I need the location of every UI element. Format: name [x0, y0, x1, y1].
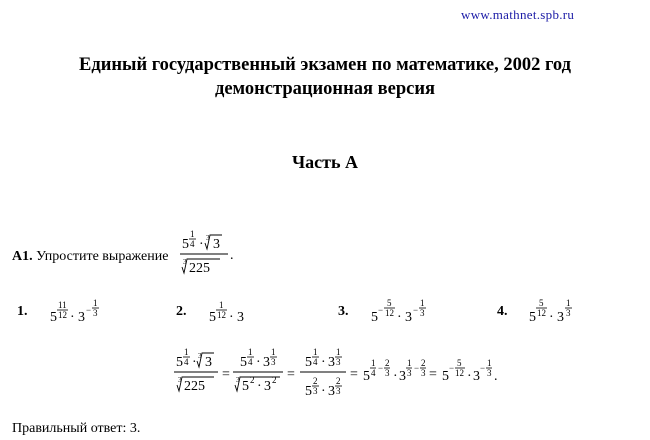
svg-text:·: · — [321, 384, 326, 399]
svg-text:4: 4 — [371, 368, 376, 378]
svg-text:5: 5 — [50, 310, 57, 325]
svg-text:−: − — [414, 363, 420, 373]
svg-text:11: 11 — [58, 300, 67, 310]
svg-text:3: 3 — [271, 357, 276, 367]
svg-text:2: 2 — [421, 358, 426, 368]
svg-text:3: 3 — [178, 376, 182, 384]
option-2-label[interactable]: 2. — [176, 304, 187, 319]
svg-text:3: 3 — [263, 355, 270, 370]
svg-text:−: − — [86, 305, 92, 315]
svg-text:3: 3 — [557, 310, 564, 325]
question-number: A1. — [12, 249, 33, 264]
part-title: Часть A — [291, 152, 359, 172]
solution-expression — [170, 342, 490, 414]
svg-text:1: 1 — [371, 358, 376, 368]
svg-text:2: 2 — [336, 376, 341, 386]
svg-text:3: 3 — [93, 308, 98, 318]
svg-text:−: − — [378, 363, 384, 373]
svg-text:3: 3 — [206, 234, 210, 242]
svg-text:3: 3 — [421, 368, 426, 378]
svg-text:·: · — [192, 355, 197, 370]
svg-text:1: 1 — [248, 347, 253, 357]
svg-text:1: 1 — [219, 300, 224, 310]
option-1-expression[interactable] — [48, 296, 108, 328]
svg-text:5: 5 — [176, 355, 183, 370]
svg-text:·: · — [256, 355, 261, 370]
svg-text:3: 3 — [336, 357, 341, 367]
solution-fraction-3 — [300, 347, 346, 399]
svg-text:2: 2 — [250, 375, 255, 385]
svg-text:5: 5 — [182, 237, 189, 252]
svg-text:=: = — [222, 367, 230, 382]
svg-text:3: 3 — [385, 368, 390, 378]
option-4-expression[interactable] — [527, 296, 577, 328]
option-3-expression[interactable] — [369, 296, 435, 328]
svg-text:=: = — [429, 367, 437, 382]
svg-text:·: · — [321, 355, 326, 370]
svg-text:225: 225 — [189, 261, 210, 276]
svg-text:5: 5 — [363, 369, 370, 384]
svg-text:=: = — [350, 367, 358, 382]
question-text: Упростите выражение — [36, 249, 169, 264]
question-expression — [176, 226, 246, 278]
svg-text:2: 2 — [385, 358, 390, 368]
svg-text:·: · — [549, 310, 554, 325]
svg-text:·: · — [257, 379, 262, 394]
exam-title: Единый государственный экзамен по математике, 2002 год — [79, 55, 571, 75]
svg-text:5: 5 — [305, 384, 312, 399]
correct-answer: Правильный ответ: 3. — [12, 421, 141, 436]
site-url[interactable]: www.mathnet.spb.ru — [461, 7, 575, 22]
svg-text:4: 4 — [248, 357, 253, 367]
svg-text:5: 5 — [305, 355, 312, 370]
svg-text:2: 2 — [272, 375, 277, 385]
svg-text:12: 12 — [217, 310, 226, 320]
svg-text:·: · — [467, 369, 472, 384]
svg-text:·: · — [393, 369, 398, 384]
svg-text:3: 3 — [205, 355, 212, 370]
solution-result-tail — [486, 342, 504, 414]
svg-text:5: 5 — [209, 310, 216, 325]
svg-text:3: 3 — [198, 352, 202, 360]
svg-text:5: 5 — [529, 310, 536, 325]
svg-text:5: 5 — [240, 355, 247, 370]
svg-text:5: 5 — [387, 298, 392, 308]
svg-text:1: 1 — [190, 229, 195, 239]
svg-text:.: . — [230, 248, 234, 263]
svg-text:.: . — [494, 369, 498, 384]
svg-text:5: 5 — [457, 358, 462, 368]
svg-text:−: − — [449, 363, 455, 373]
svg-text:1: 1 — [487, 358, 492, 368]
svg-text:3: 3 — [407, 368, 412, 378]
svg-text:−: − — [413, 305, 419, 315]
svg-text:3: 3 — [473, 369, 480, 384]
svg-text:=: = — [287, 367, 295, 382]
svg-text:1: 1 — [184, 347, 189, 357]
svg-text:·: · — [229, 310, 234, 325]
exam-subtitle: демонстрационная версия — [214, 79, 436, 99]
svg-text:3: 3 — [420, 308, 425, 318]
svg-text:5: 5 — [442, 369, 449, 384]
option-3-label[interactable]: 3. — [338, 304, 349, 319]
svg-text:12: 12 — [455, 368, 464, 378]
svg-text:1: 1 — [313, 347, 318, 357]
svg-text:1: 1 — [271, 347, 276, 357]
svg-text:3: 3 — [328, 384, 335, 399]
solution-result — [442, 358, 485, 384]
svg-text:·: · — [199, 237, 204, 252]
svg-text:3: 3 — [313, 386, 318, 396]
svg-text:5: 5 — [371, 310, 378, 325]
svg-text:3: 3 — [566, 308, 571, 318]
svg-text:1: 1 — [566, 298, 571, 308]
svg-text:3: 3 — [336, 386, 341, 396]
svg-text:4: 4 — [184, 357, 189, 367]
svg-text:1: 1 — [93, 298, 98, 308]
svg-text:2: 2 — [313, 376, 318, 386]
question-line — [12, 249, 168, 265]
svg-text:·: · — [397, 310, 402, 325]
svg-text:12: 12 — [537, 308, 546, 318]
svg-text:3: 3 — [399, 369, 406, 384]
svg-text:1: 1 — [336, 347, 341, 357]
option-1-label[interactable]: 1. — [17, 304, 28, 319]
svg-text:12: 12 — [58, 310, 67, 320]
svg-text:3: 3 — [78, 310, 85, 325]
svg-text:4: 4 — [190, 239, 195, 249]
svg-text:4: 4 — [313, 357, 318, 367]
svg-text:−: − — [480, 363, 486, 373]
svg-text:225: 225 — [184, 379, 205, 394]
svg-text:−: − — [378, 305, 384, 315]
svg-text:3: 3 — [405, 310, 412, 325]
svg-text:3: 3 — [213, 237, 220, 252]
solution-fraction-2 — [233, 347, 283, 394]
svg-text:12: 12 — [385, 308, 394, 318]
svg-text:3: 3 — [264, 379, 271, 394]
option-4-label[interactable]: 4. — [497, 304, 508, 319]
svg-text:3: 3 — [237, 310, 244, 325]
svg-text:3: 3 — [183, 258, 187, 266]
solution-power-form — [363, 358, 426, 384]
option-2-expression[interactable] — [207, 296, 257, 328]
svg-text:·: · — [70, 310, 75, 325]
svg-text:3: 3 — [328, 355, 335, 370]
svg-text:1: 1 — [407, 358, 412, 368]
svg-text:5: 5 — [242, 379, 249, 394]
svg-text:3: 3 — [236, 376, 240, 384]
svg-text:3: 3 — [487, 368, 492, 378]
svg-text:1: 1 — [420, 298, 425, 308]
svg-text:5: 5 — [539, 298, 544, 308]
solution-fraction-1 — [174, 347, 218, 394]
